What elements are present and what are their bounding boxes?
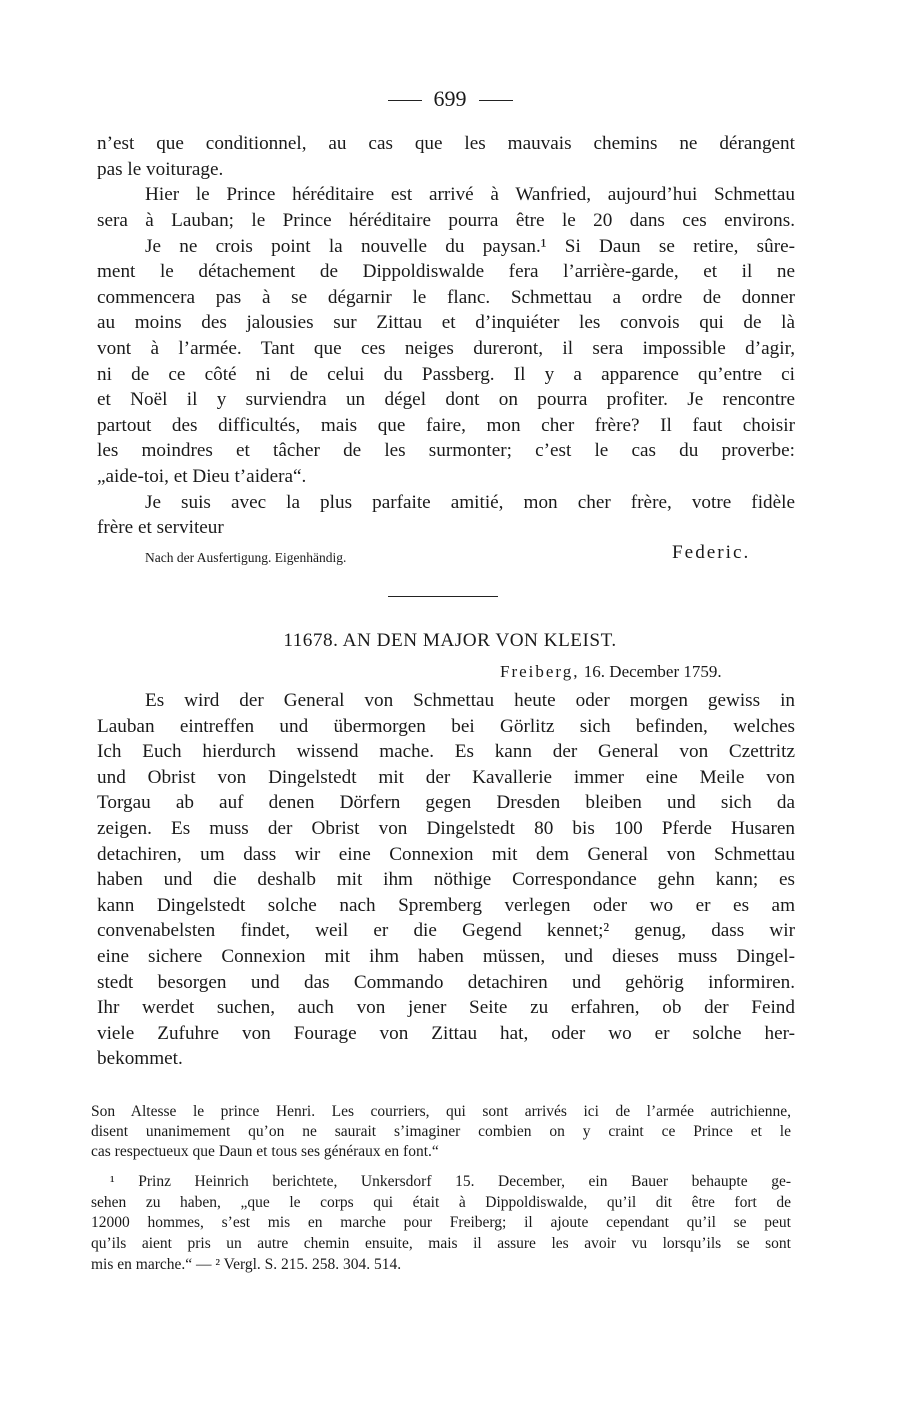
signature: Federic. bbox=[672, 542, 751, 563]
text-line: au moins des jalousies sur Zittau et d’inquiéter les convois qui de là bbox=[97, 312, 795, 333]
footnote-line: sehen zu haben, „que le corps qui était à Dippoldiswalde, qu’il dit être fort de bbox=[91, 1194, 791, 1211]
section-divider bbox=[388, 596, 498, 597]
letter-dateline bbox=[500, 661, 722, 683]
footnote-line: 12000 hommes, s’est mis en marche pour Freiberg; il ajoute cependant qu’il se peut bbox=[91, 1214, 791, 1231]
text-line: und Obrist von Dingelstedt mit der Kavallerie immer eine Meile von bbox=[97, 767, 795, 788]
text-line: partout des difficultés, mais que faire, mon cher frère? Il faut choisir bbox=[97, 415, 795, 436]
text-line: Je ne crois point la nouvelle du paysan.¹ Si Daun se retire, sûre- bbox=[145, 236, 795, 257]
footnote-line: ¹ Prinz Heinrich berichtete, Unkersdorf 15. December, ein Bauer behaupte ge- bbox=[110, 1173, 791, 1190]
page-number: 699 bbox=[433, 86, 467, 111]
text-line: Ich Euch hierdurch wissend mache. Es kann der General von Czettritz bbox=[97, 741, 795, 762]
text-line: convenabelsten findet, weil er die Gegend kennet;² genug, dass wir bbox=[97, 920, 795, 941]
footnote-line: Son Altesse le prince Henri. Les courriers, qui sont arrivés ici de l’armée autrichienne, bbox=[91, 1103, 791, 1120]
text-line: detachiren, um dass wir eine Connexion mit dem General von Schmettau bbox=[97, 844, 795, 865]
text-line: n’est que conditionnel, au cas que les mauvais chemins ne dérangent bbox=[97, 133, 795, 154]
text-line: Lauban eintreffen und übermorgen bei Görlitz sich befinden, welches bbox=[97, 716, 795, 737]
text-line: et Noël il y surviendra un dégel dont on pourra profiter. Je rencontre bbox=[97, 389, 795, 410]
text-line: pas le voiturage. bbox=[97, 159, 224, 180]
letter-date: 16. December 1759. bbox=[583, 662, 722, 681]
text-line: Torgau ab auf denen Dörfern gegen Dresden bleiben und sich da bbox=[97, 792, 795, 813]
text-line: stedt besorgen und das Commando detachiren und gehörig informiren. bbox=[97, 972, 795, 993]
text-line: kann Dingelstedt solche nach Spremberg verlegen oder wo er es am bbox=[97, 895, 795, 916]
source-note: Nach der Ausfertigung. Eigenhändig. bbox=[145, 550, 347, 565]
text-line: eine sichere Connexion mit ihm haben müssen, und dieses muss Dingel- bbox=[97, 946, 795, 967]
text-line: Je suis avec la plus parfaite amitié, mon cher frère, votre fidèle bbox=[145, 492, 795, 513]
text-line: haben und die deshalb mit ihm nöthige Correspondance gehn kann; es bbox=[97, 869, 795, 890]
letter-heading: 11678. AN DEN MAJOR VON KLEIST. bbox=[283, 630, 617, 651]
header-dash-left bbox=[388, 100, 422, 101]
letter-place: Freiberg, bbox=[500, 662, 580, 681]
text-line: sera à Lauban; le Prince héréditaire pourra être le 20 dans ces environs. bbox=[97, 210, 795, 231]
text-line: Hier le Prince héréditaire est arrivé à Wanfried, aujourd’hui Schmettau bbox=[145, 184, 795, 205]
page-header bbox=[0, 86, 900, 112]
text-line: viele Zufuhre von Fourage von Zittau hat, oder wo er solche her- bbox=[97, 1023, 795, 1044]
text-line: Ihr werdet suchen, auch von jener Seite zu erfahren, ob der Feind bbox=[97, 997, 795, 1018]
text-line: „aide-toi, et Dieu t’aidera“. bbox=[97, 466, 307, 487]
text-line: ment le détachement de Dippoldiswalde fera l’arrière-garde, et il ne bbox=[97, 261, 795, 282]
text-line: ni de ce côté ni de celui du Passberg. Il y a apparence qu’entre ci bbox=[97, 364, 795, 385]
footnote-line: disent unanimement qu’on ne saurait s’imaginer combien on y craint ce Prince et le bbox=[91, 1123, 791, 1140]
header-dash-right bbox=[479, 100, 513, 101]
text-line: bekommet. bbox=[97, 1048, 183, 1069]
text-line: les moindres et tâcher de les surmonter; c’est le cas du proverbe: bbox=[97, 440, 795, 461]
text-line: commencera pas à se dégarnir le flanc. Schmettau a ordre de donner bbox=[97, 287, 795, 308]
footnote-line: qu’ils aient pris un autre chemin ensuite, mais il assure les avoir vu lorsqu’ils se sont bbox=[91, 1235, 791, 1252]
footnote-line: mis en marche.“ — ² Vergl. S. 215. 258. 304. 514. bbox=[91, 1256, 402, 1273]
text-line: zeigen. Es muss der Obrist von Dingelstedt 80 bis 100 Pferde Husaren bbox=[97, 818, 795, 839]
text-line: Es wird der General von Schmettau heute oder morgen gewiss in bbox=[145, 690, 795, 711]
text-line: frère et serviteur bbox=[97, 517, 224, 538]
footnote-line: cas respectueux que Daun et tous ses généraux en font.“ bbox=[91, 1143, 439, 1160]
text-line: vont à l’armée. Tant que ces neiges dureront, il sera impossible d’agir, bbox=[97, 338, 795, 359]
